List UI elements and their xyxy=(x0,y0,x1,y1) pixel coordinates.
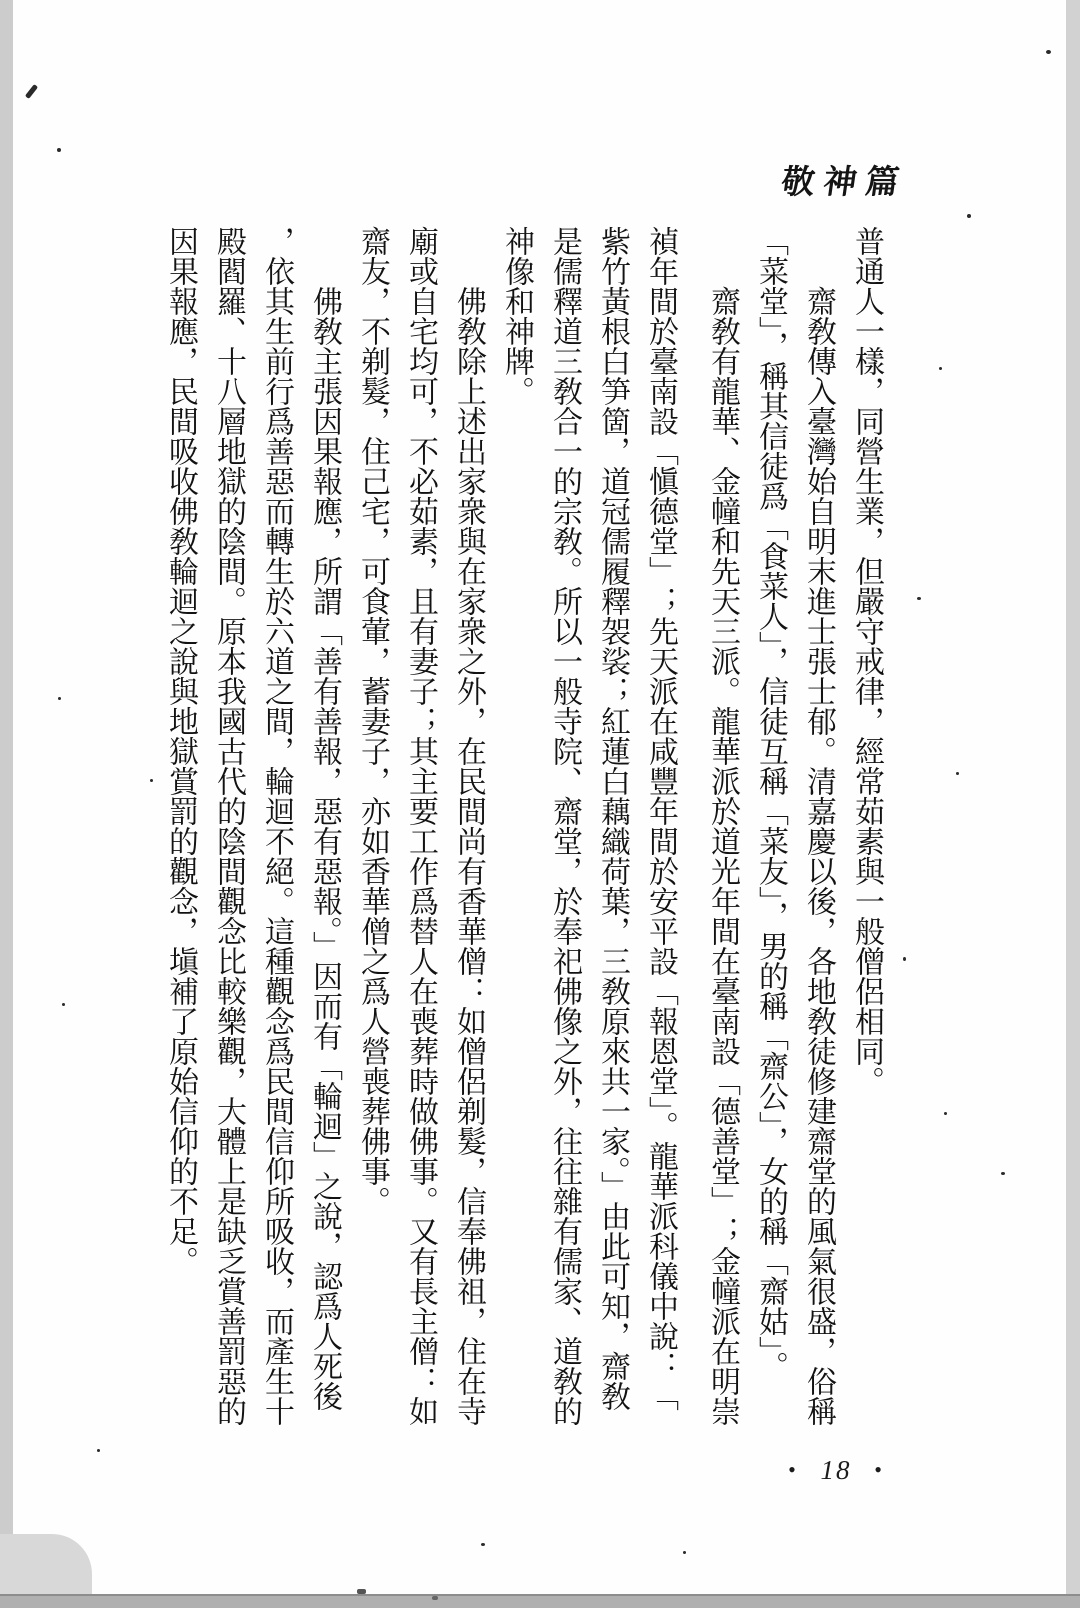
page-number-left-dot: • xyxy=(788,1457,798,1482)
page-number-right-dot: • xyxy=(874,1457,884,1482)
scan-speck xyxy=(25,84,38,99)
text-column: 廟或自宅均可，不必茹素，且有妻子；其主要工作爲替人在喪葬時做佛事。又有長主僧：如 xyxy=(404,226,437,1426)
scan-speck xyxy=(1046,50,1051,54)
page-number-value: 18 xyxy=(820,1455,852,1485)
text-column: 佛敎除上述出家衆與在家衆之外，在民間尚有香華僧：如僧侶剃髮，信奉佛祖，住在寺 xyxy=(452,286,485,1426)
scan-speck xyxy=(58,697,61,700)
scan-speck xyxy=(432,1596,438,1600)
scan-speck xyxy=(1001,1172,1005,1175)
scan-speck xyxy=(357,1589,366,1594)
scan-speck xyxy=(150,779,153,782)
scan-speck xyxy=(944,1112,947,1115)
text-column: 齋友，不剃髮，住己宅，可食葷，蓄妻子，亦如香華僧之爲人營喪葬佛事。 xyxy=(356,226,389,1216)
scan-speck xyxy=(967,214,971,218)
page-number xyxy=(788,1455,884,1486)
text-column: 因果報應，民間吸收佛敎輪迴之說與地獄賞罰的觀念，塡補了原始信仰的不足。 xyxy=(164,226,197,1276)
text-column: 神像和神牌。 xyxy=(500,226,533,406)
scan-edge-bottom xyxy=(0,1594,1080,1608)
text-column: ，依其生前行爲善惡而轉生於六道之間，輪迴不絕。這種觀念爲民間信仰所吸收，而產生十 xyxy=(260,226,293,1426)
text-column: 殿閻羅、十八層地獄的陰間。原本我國古代的陰間觀念比較樂觀，大體上是缺乏賞善罰惡的 xyxy=(212,226,245,1426)
text-column: 禎年間於臺南設「愼德堂」；先天派在咸豐年間於安平設「報恩堂」。龍華派科儀中說：「 xyxy=(644,226,677,1411)
text-column: 「菜堂」，稱其信徒爲「食菜人」，信徒互稱「菜友」，男的稱「齋公」，女的稱「齋姑」。 xyxy=(754,226,787,1381)
text-column: 齋敎有龍華、金幢和先天三派。龍華派於道光年間在臺南設「德善堂」；金幢派在明崇 xyxy=(706,286,739,1426)
text-column: 是儒釋道三敎合一的宗敎。所以一般寺院、齋堂，於奉祀佛像之外，往往雜有儒家、道敎的 xyxy=(548,226,581,1426)
text-column: 佛敎主張因果報應，所謂「善有善報，惡有惡報。」因而有「輪迴」之說，認爲人死後 xyxy=(308,286,341,1411)
scan-speck xyxy=(481,1543,485,1546)
text-column: 齋敎傳入臺灣始自明末進士張士郁。清嘉慶以後，各地敎徒修建齋堂的風氣很盛，俗稱 xyxy=(802,286,835,1426)
text-column: 普通人一樣，同營生業，但嚴守戒律，經常茹素與一般僧侶相同。 xyxy=(850,226,883,1096)
chapter-running-head xyxy=(779,156,912,203)
scan-speck xyxy=(62,1003,65,1006)
chapter-title: 敬神篇 xyxy=(778,165,911,201)
scan-speck xyxy=(903,957,906,961)
scan-speck xyxy=(939,367,942,370)
scan-edge-right xyxy=(1066,0,1080,1608)
scan-speck xyxy=(57,148,61,152)
scan-speck xyxy=(683,1551,686,1554)
text-column: 紫竹黃根白笋箇，道冠儒履釋袈裟；紅蓮白藕織荷葉，三敎原來共一家。」由此可知，齋敎 xyxy=(596,226,629,1411)
scan-speck xyxy=(97,1449,100,1452)
scan-speck xyxy=(956,772,959,775)
scan-speck xyxy=(917,597,921,600)
scan-edge-left xyxy=(0,0,13,1608)
text-body xyxy=(154,226,890,1488)
